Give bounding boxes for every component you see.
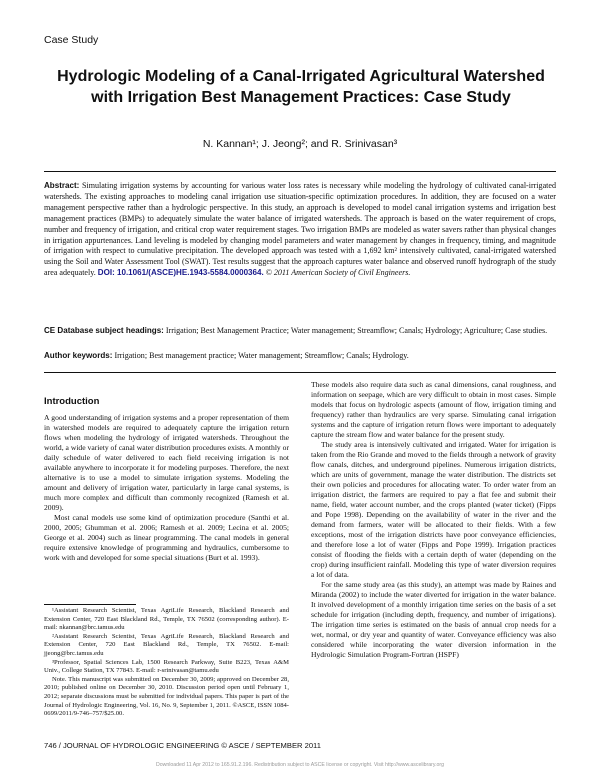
keywords-rule — [44, 372, 556, 373]
author-keywords-text: Irrigation; Best management practice; Water management; Streamflow; Canals; Hydrology. — [114, 351, 409, 360]
footnotes — [44, 607, 289, 719]
intro-paragraph: Most canal models use some kind of optimization procedure (Santhi et al. 2000, 2005; Ghumman et al. 2006; Ramesh et al. 2009; Lecina et al. 2005; George et al. 2004) such as linear programming. The canal models in general require extensive knowledge of programming and hydraulics, cumbersome to work with and developed for some special situations (Burt et al. 1993). — [44, 513, 289, 562]
intro-paragraph: A good understanding of irrigation systems and a proper representation of them in watershed models are required to adequately capture the irrigation return flows when modeling the hydrology of irrigated watersheds. Throughout the world, a wide variety of canal water distribution procedures exists. A monthly or daily schedule of water delivered to each field receiving irrigation is not available anywhere to incorporate it for modeling purposes. Therefore, the next alternative is to use a model to simulate irrigation systems. Modeling the amount and delivery of irrigation water, particularly in large canal systems, is much more complex and difficult than commonly recognized (Ramesh et al. 2009). — [44, 413, 289, 512]
ce-headings-text: Irrigation; Best Management Practice; Water management; Streamflow; Canals; Hydrology; Agriculture; Case studies. — [165, 326, 548, 335]
footnote-author-1: ¹Assistant Research Scientist, Texas AgriLife Research, Blackland Research and Extension Center, 720 East Blackland Rd., Temple, TX 76502 (corresponding author). E-mail: nkannan@brc.tamus.edu — [44, 607, 289, 632]
authors: N. Kannan¹; J. Jeong²; and R. Srinivasan³ — [202, 138, 398, 150]
abstract — [44, 181, 556, 279]
copyright-notice: © 2011 American Society of Civil Engineers. — [265, 268, 411, 278]
footnote-author-2: ²Assistant Research Scientist, Texas AgriLife Research, Blackland Research and Extension Center, 720 East Blackland Rd., Temple, TX 76502. E-mail: jjeong@brc.tamus.edu — [44, 632, 289, 657]
intro-paragraph: These models also require data such as canal dimensions, canal roughness, and information on seepage, which are very difficult to obtain in most cases. Simple models that focus on hydrologic aspects (amount of flow, irrigation timing and frequency) rather than hydraulics are very sparse. Simulating canal irrigation systems and the capture of irrigation return flows were important to adequately capture the stream flow and water balance for the present study. — [311, 380, 556, 439]
doi-link[interactable]: DOI: 10.1061/(ASCE)HE.1943-5584.0000364. — [97, 268, 264, 278]
intro-paragraph: For the same study area (as this study), an attempt was made by Raines and Miranda (2002) to include the water diverted for irrigation in the water balance. It involved development of a monthly irrigation time series on the basis of a set schedule for irrigation (including depth, frequency, and number of irrigations). The irrigation time series is estimated on the basis of annual crop needs for a wet, normal, or dry year and quantity of water. Conveyance efficiency was also considered while incorporating the water diversion information in the Hydrologic Simulation Program-Fortran (HSPF) — [311, 580, 556, 659]
author-keywords-label: Author keywords: — [44, 351, 113, 360]
footnote-note: Note. This manuscript was submitted on December 30, 2009; approved on December 28, 2010; published online on December 30, 2010. Discussion period open until February 1, 2012; separate discussions must be submitted for individual papers. This paper is part of the Journal of Hydrologic Engineering, Vol. 16, No. 9, September 1, 2011. ©ASCE, ISSN 1084-0699/2011/9-746–757/$25.00. — [44, 675, 289, 718]
ce-headings-label: CE Database subject headings: — [44, 326, 164, 335]
left-column — [44, 413, 289, 563]
introduction-heading: Introduction — [44, 396, 100, 407]
footnote-rule — [44, 604, 136, 605]
footnote-author-3: ³Professor, Spatial Sciences Lab, 1500 Research Parkway, Suite B223, Texas A&M Univ., College Station, TX 77843. E-mail: r-srinivasan@tamu.edu — [44, 658, 289, 675]
top-rule — [44, 171, 556, 172]
page-title: Hydrologic Modeling of a Canal-Irrigated Agricultural Watershed with Irrigation Best Management Practices: Case Study — [57, 68, 545, 106]
intro-paragraph: The study area is intensively cultivated and irrigated. Water for irrigation is taken from the Rio Grande and moved to the fields through a network of gravity flow canals, ditches, and underground pipelines. Numerous irrigation districts, which are units of government, manage the water distribution. The districts set their own policies and procedures for allocating water. To order water from an irrigation district, the farmers are required to pay a flat fee and submit their name, field, water account number, and the crops planted (water ticket) (Fipps and Pope 1998). Depending on the availability of water in the river and the demand from farmers, water will be allocated to their fields. With a few exceptions, most of the irrigation districts have poor conveyance efficiencies, and therefore lose a lot of water (Fipps and Pope 1999). Irrigation practices consist of flooding the fields with a certain depth of water (depending on the crop) during insufficient rainfall. Modeling this type of water diversion requires a lot of data. — [311, 440, 556, 579]
author-keywords — [44, 351, 556, 362]
section-label: Case Study — [44, 34, 99, 46]
ce-subject-headings — [44, 326, 556, 337]
right-column — [311, 380, 556, 660]
abstract-text: Simulating irrigation systems by accounting for various water loss rates is necessary while modeling the hydrology of cultivated canal-irrigated watersheds. The existing approaches to modeling canal irrigation use situation-specific optimization procedures. In addition, they are focused on a water management perspective rather than a hydrologic perspective. In this study, an approach is developed to model canal irrigation systems and irrigation best management practices (BMPs) to adequately simulate the water balance of irrigated watersheds. The approach is based on the water requirement of crops, number and frequency of irrigation, and critical crop water requirement stages. Two irrigation BMPs are modeled as water savers rather than physical changes in irrigation appurtenances. Land leveling is modeled by changing model parameters and water management by changes in frequency, timing, and magnitude of irrigation with respect to cumulative precipitation. The developed approach was tested with a 1,692 km² intensively cultivated, canal-irrigated watershed using the Soil and Water Assessment Tool (SWAT). Test results suggest that the approach captures water balance and observed runoff hydrograph of the study area adequately. — [44, 181, 556, 278]
page-footer: 746 / JOURNAL OF HYDROLOGIC ENGINEERING © ASCE / SEPTEMBER 2011 — [44, 741, 321, 750]
download-notice: Downloaded 11 Apr 2012 to 165.91.2.196. Redistribution subject to ASCE license or copyright. Visit http://www.ascelibrary.org — [155, 762, 445, 768]
abstract-label: Abstract: — [44, 181, 80, 190]
